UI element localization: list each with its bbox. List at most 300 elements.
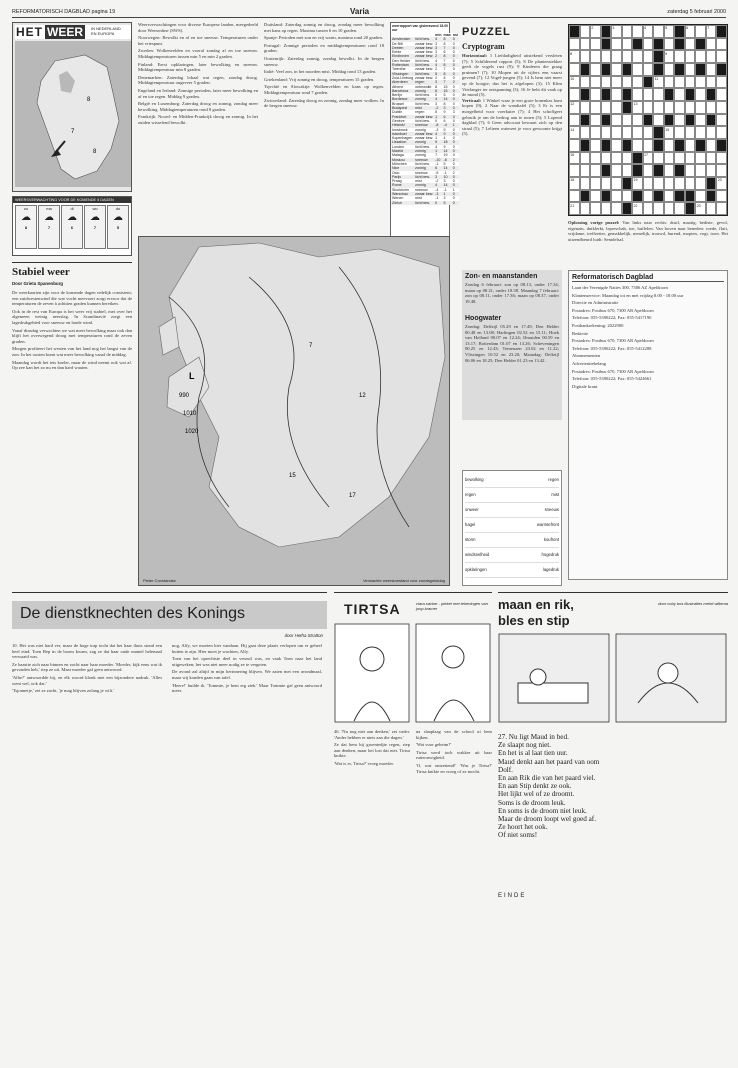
grid-cell[interactable] [601,202,612,215]
grid-cell[interactable] [590,76,601,89]
grid-cell[interactable] [569,114,580,127]
grid-cell[interactable]: 17 [643,152,654,165]
grid-cell[interactable] [622,139,633,152]
grid-cell[interactable] [611,38,622,51]
grid-cell[interactable] [664,114,675,127]
grid-cell[interactable] [706,63,717,76]
grid-cell[interactable] [664,88,675,101]
grid-cell[interactable] [706,88,717,101]
grid-cell[interactable] [622,177,633,190]
table-cell: 8 [443,63,452,67]
grid-cell[interactable] [674,88,685,101]
grid-cell[interactable] [685,177,696,190]
grid-cell[interactable] [664,164,675,177]
grid-cell[interactable] [716,38,727,51]
grid-cell[interactable] [580,25,591,38]
grid-cell[interactable] [674,152,685,165]
grid-cell[interactable] [590,190,601,203]
grid-cell[interactable] [622,202,633,215]
legend-item: hogedruk [541,552,559,557]
grid-cell[interactable] [590,126,601,139]
grid-cell[interactable] [653,177,664,190]
grid-cell[interactable] [716,202,727,215]
grid-cell[interactable] [674,126,685,139]
grid-cell[interactable] [601,126,612,139]
grid-cell[interactable] [569,190,580,203]
grid-cell[interactable] [632,126,643,139]
grid-cell[interactable] [695,76,706,89]
poem-end: EINDE [498,893,527,899]
colofon-line: Postadres: Postbus 670, 7300 AR Apeldoorn [572,307,654,313]
grid-cell[interactable] [601,25,612,38]
grid-cell[interactable]: 21 [569,202,580,215]
grid-cell[interactable] [674,101,685,114]
grid-cell[interactable] [695,25,706,38]
forecast-day [107,205,129,249]
grid-cell[interactable] [716,76,727,89]
table-cell: 7 [434,153,442,157]
grid-cell[interactable] [664,101,675,114]
grid-cell[interactable] [695,152,706,165]
grid-cell[interactable]: 8 [569,50,580,63]
tirtsa-column-2 [416,729,492,1053]
grid-cell[interactable] [706,152,717,165]
table-cell: Warschau [391,192,414,196]
table-cell: -4 [443,123,452,127]
table-cell: 19 [443,153,452,157]
grid-cell[interactable] [706,76,717,89]
grid-cell[interactable] [674,177,685,190]
grid-cell[interactable] [590,38,601,51]
grid-cell[interactable] [601,63,612,76]
grid-cell[interactable] [674,25,685,38]
grid-cell[interactable] [632,63,643,76]
grid-cell[interactable] [685,63,696,76]
forecast-day [84,205,106,249]
table-cell: 0 [452,102,459,106]
grid-cell[interactable]: 11 [653,76,664,89]
grid-cell[interactable] [685,114,696,127]
grid-cell[interactable] [664,177,675,190]
grid-cell[interactable] [695,50,706,63]
grid-cell[interactable] [601,76,612,89]
grid-cell[interactable] [643,139,654,152]
table-cell: De Bilt [391,42,414,46]
grid-cell[interactable] [632,139,643,152]
grid-cell[interactable] [569,139,580,152]
svg-text:1010: 1010 [183,411,197,417]
tirtsa-paragraph: na slaaplaag van de school ui hem kijken. [416,729,492,740]
grid-cell[interactable] [664,139,675,152]
grid-cell[interactable] [632,76,643,89]
forecast-temp: 5 [116,225,120,230]
grid-cell[interactable]: 6 [685,25,696,38]
grid-cell[interactable]: 12 [569,101,580,114]
grid-cell[interactable] [695,126,706,139]
grid-cell[interactable] [590,202,601,215]
grid-cell[interactable] [611,164,622,177]
grid-cell[interactable]: 5 [664,25,675,38]
table-cell: mist [414,179,434,183]
grid-cell[interactable] [643,101,654,114]
grid-cell[interactable] [716,190,727,203]
grid-cell[interactable] [674,164,685,177]
grid-cell[interactable] [716,88,727,101]
table-cell: Brussel [391,102,414,106]
grid-cell[interactable] [716,152,727,165]
grid-cell[interactable] [590,50,601,63]
grid-cell[interactable]: 15 [664,126,675,139]
table-cell: zonnig [414,128,434,132]
grid-cell[interactable] [580,76,591,89]
grid-cell[interactable] [580,177,591,190]
grid-cell[interactable] [653,25,664,38]
grid-cell[interactable] [643,114,654,127]
grid-cell[interactable] [685,152,696,165]
table-cell: Londen [391,145,414,149]
grid-cell[interactable]: 22 [632,202,643,215]
grid-cell[interactable] [611,190,622,203]
poem-line: En het is al laat tien uur. [498,749,568,758]
grid-cell[interactable] [611,152,622,165]
grid-cell[interactable] [695,139,706,152]
grid-cell[interactable] [685,126,696,139]
grid-cell[interactable] [706,202,717,215]
grid-cell[interactable] [695,164,706,177]
legend-row [465,533,559,548]
grid-cell[interactable] [601,88,612,101]
grid-cell[interactable] [695,88,706,101]
grid-cell[interactable] [716,63,727,76]
grid-cell[interactable] [580,202,591,215]
grid-cell[interactable] [706,190,717,203]
grid-cell[interactable] [643,177,654,190]
grid-cell[interactable] [653,152,664,165]
maan-poem [498,733,608,913]
grid-cell[interactable] [653,164,664,177]
table-cell: sneeuw [414,188,434,192]
grid-cell[interactable] [643,164,654,177]
grid-cell[interactable] [653,38,664,51]
grid-cell[interactable]: 3 [611,25,622,38]
table-cell: 4 [434,97,442,101]
grid-cell[interactable] [695,114,706,127]
table-cell: Eindhoven [391,54,414,58]
table-cell: 4 [434,37,442,41]
grid-cell[interactable] [664,38,675,51]
grid-cell[interactable] [653,63,664,76]
grid-cell[interactable] [695,63,706,76]
grid-cell[interactable] [601,152,612,165]
grid-cell[interactable] [674,139,685,152]
grid-cell[interactable] [601,164,612,177]
grid-cell[interactable] [643,202,654,215]
grid-cell[interactable] [622,126,633,139]
grid-cell[interactable] [716,126,727,139]
grid-cell[interactable] [643,38,654,51]
grid-cell[interactable] [643,190,654,203]
grid-cell[interactable] [632,114,643,127]
grid-cell[interactable] [653,126,664,139]
grid-cell[interactable]: 14 [569,126,580,139]
table-cell: 1 [434,136,442,140]
grid-cell[interactable]: 2 [590,25,601,38]
grid-cell[interactable] [611,101,622,114]
table-cell: 9 [434,140,442,144]
grid-cell[interactable] [716,114,727,127]
grid-cell[interactable] [622,76,633,89]
poem-line: Of niet soms! [498,831,538,840]
grid-cell[interactable] [695,101,706,114]
solution-label: Oplossing vorige puzzel: [568,220,620,225]
grid-cell[interactable] [622,50,633,63]
table-cell: 3 [443,179,452,183]
grid-cell[interactable] [601,38,612,51]
grid-cell[interactable] [674,63,685,76]
grid-cell[interactable] [622,114,633,127]
forecast-paragraph: Duitsland: Zaterdag zonnig en droog, zondag meer bewolking met kans op regen. Maxima tussen 6 en 10 graden. [264,22,384,33]
grid-cell[interactable] [601,50,612,63]
grid-cell[interactable] [590,63,601,76]
grid-cell[interactable]: 13 [632,101,643,114]
grid-cell[interactable] [590,101,601,114]
table-cell: 7 [443,80,452,84]
tirtsa-illustration [334,623,492,723]
table-cell: 5 [443,201,452,205]
grid-cell[interactable] [674,76,685,89]
grid-cell[interactable] [653,88,664,101]
grid-cell[interactable] [674,114,685,127]
grid-cell[interactable] [685,190,696,203]
grid-cell[interactable] [569,88,580,101]
grid-cell[interactable] [716,164,727,177]
grid-cell[interactable] [653,190,664,203]
grid-cell[interactable] [580,164,591,177]
grid-cell[interactable] [611,76,622,89]
grid-cell[interactable] [611,88,622,101]
grid-cell[interactable] [569,38,580,51]
grid-cell[interactable] [622,88,633,101]
grid-cell[interactable]: 4 [643,25,654,38]
table-cell: 9 [443,110,452,114]
table-cell: -6 [443,158,452,162]
table-cell: 2 [452,158,459,162]
grid-cell[interactable] [569,164,580,177]
tirtsa-section [334,592,492,1060]
grid-cell[interactable]: 19 [632,177,643,190]
grid-cell[interactable] [590,177,601,190]
grid-cell[interactable] [580,126,591,139]
grid-cell[interactable] [580,50,591,63]
grid-cell[interactable] [622,164,633,177]
colofon-line: Postadres: Postbus 670, 7300 AR Apeldoorn [572,338,654,344]
grid-cell[interactable] [601,177,612,190]
table-cell: 3 [434,42,442,46]
table-cell: 0 [452,175,459,179]
grid-cell[interactable] [695,38,706,51]
table-cell: zonnig [414,89,434,93]
grid-cell[interactable] [716,139,727,152]
grid-cell[interactable] [706,101,717,114]
grid-cell[interactable] [611,114,622,127]
grid-cell[interactable] [632,190,643,203]
grid-cell[interactable] [643,88,654,101]
table-cell: licht bew. [414,119,434,123]
grid-cell[interactable] [601,190,612,203]
grid-cell[interactable] [653,114,664,127]
grid-cell[interactable] [611,50,622,63]
table-cell: München [391,162,414,166]
grid-cell[interactable] [685,101,696,114]
colofon-line: Directie en Administratie [572,300,619,306]
grid-cell[interactable] [632,25,643,38]
europe-weather-map [138,236,450,586]
crossword-grid[interactable] [568,24,728,216]
grid-cell[interactable] [706,50,717,63]
grid-cell[interactable] [685,88,696,101]
grid-cell[interactable] [643,76,654,89]
table-cell: -5 [434,171,442,175]
article-paragraph: Maandag wordt het iets koeler, maar de wind neemt ook wat af. Op zee kan het zo nu en dan hard waaien. [12,359,132,371]
svg-text:15: 15 [289,473,296,479]
grid-cell[interactable] [664,63,675,76]
table-cell: 8 [443,54,452,58]
grid-cell[interactable]: 7 [706,25,717,38]
table-cell: 0 [452,93,459,97]
grid-cell[interactable] [611,139,622,152]
poem-line: 27. Nu ligt Maud in bed. [498,733,569,741]
grid-cell[interactable] [590,88,601,101]
grid-cell[interactable] [580,139,591,152]
table-cell: regen [414,110,434,114]
forecast-paragraph: Finland: Eerst opklaringen, later bewolking en sneeuw. Middagtemperatuur min 8 graden. [138,61,258,73]
tirtsa-paragraph: 'Wat voor geheim?' [416,742,452,748]
grid-cell[interactable] [643,63,654,76]
grid-cell[interactable] [706,164,717,177]
grid-cell[interactable] [622,25,633,38]
grid-cell[interactable] [590,139,601,152]
grid-cell[interactable] [632,152,643,165]
grid-cell[interactable] [695,177,706,190]
grid-cell[interactable] [590,114,601,127]
grid-cell[interactable] [622,38,633,51]
forecast-paragraph: Engeland en Ierland: Zonnige perioden, later meer bewolking en af en toe regen. Middag 9 graden. [138,87,258,99]
grid-cell[interactable] [632,38,643,51]
grid-cell[interactable] [643,126,654,139]
grid-cell[interactable] [580,63,591,76]
grid-cell[interactable] [685,38,696,51]
grid-cell[interactable] [632,50,643,63]
grid-cell[interactable] [580,88,591,101]
grid-cell[interactable] [611,63,622,76]
grid-cell[interactable]: 23 [695,202,706,215]
grid-cell[interactable] [706,114,717,127]
grid-cell[interactable] [706,139,717,152]
grid-cell[interactable] [674,202,685,215]
table-cell: zwaar bew. [415,67,434,72]
tirtsa-title: TIRTSA [344,601,401,617]
table-cell: zonnig [414,166,434,170]
svg-text:1020: 1020 [185,429,199,435]
grid-cell[interactable] [674,50,685,63]
grid-cell[interactable] [580,38,591,51]
table-cell: licht bew. [414,37,434,41]
grid-cell[interactable] [685,202,696,215]
forecast-paragraph: Zwitserland: Zaterdag droog en zonnig, zondag meer wolken. In de bergen sneeuw. [264,97,384,109]
grid-cell[interactable] [674,190,685,203]
grid-cell[interactable] [611,177,622,190]
grid-cell[interactable] [685,50,696,63]
grid-cell[interactable] [569,63,580,76]
table-cell: 3 [443,196,452,200]
grid-cell[interactable] [706,177,717,190]
table-cell: Berlijn [391,93,414,97]
grid-cell[interactable] [716,101,727,114]
table-cell: -1 [434,162,442,166]
grid-cell[interactable] [664,190,675,203]
tirtsa-paragraph: Tirtsa werd toch wakker uit haar ruiteouwigheid. [416,749,492,761]
grid-cell[interactable]: 18 [569,177,580,190]
grid-cell[interactable] [685,164,696,177]
grid-cell[interactable] [601,101,612,114]
grid-cell[interactable] [716,25,727,38]
grid-cell[interactable]: 16 [569,152,580,165]
grid-cell[interactable] [653,50,664,63]
grid-cell[interactable] [664,152,675,165]
grid-cell[interactable] [695,190,706,203]
grid-cell[interactable] [590,152,601,165]
grid-cell[interactable] [664,76,675,89]
grid-cell[interactable] [580,114,591,127]
table-header-cell: nsl [452,33,458,37]
grid-cell[interactable]: 10 [569,76,580,89]
grid-cell[interactable] [653,139,664,152]
grid-cell[interactable] [685,139,696,152]
grid-cell[interactable] [580,152,591,165]
grid-cell[interactable] [622,152,633,165]
grid-cell[interactable] [569,25,580,38]
grid-cell[interactable] [622,190,633,203]
grid-cell[interactable]: 9 [664,50,675,63]
grid-cell[interactable]: 20 [716,177,727,190]
grid-cell[interactable] [653,101,664,114]
grid-cell[interactable] [664,202,675,215]
grid-cell[interactable] [706,38,717,51]
grid-cell[interactable] [622,101,633,114]
grid-cell[interactable] [580,101,591,114]
story-paragraph: De avond zal altijd in mijn herinnering blijven. We zaten met een avondmaal, maar wij konden gaan van tafel. [172,669,322,680]
grid-cell[interactable] [643,50,654,63]
table-cell: Twenthe [391,67,414,71]
grid-cell[interactable] [611,202,622,215]
grid-cell[interactable] [590,164,601,177]
grid-cell[interactable] [632,88,643,101]
grid-cell[interactable] [601,114,612,127]
grid-cell[interactable] [706,126,717,139]
grid-cell[interactable] [580,190,591,203]
grid-cell[interactable] [611,126,622,139]
grid-cell[interactable] [632,164,643,177]
grid-cell[interactable] [674,38,685,51]
colofon-line: Abonnementen [572,353,601,359]
grid-cell[interactable] [716,50,727,63]
grid-cell[interactable] [601,139,612,152]
logo-tag1: IN NEDERLAND [91,26,121,31]
grid-cell[interactable] [653,202,664,215]
logo-tag2: EN EUROPA [91,31,115,36]
grid-cell[interactable] [685,76,696,89]
grid-cell[interactable] [622,63,633,76]
